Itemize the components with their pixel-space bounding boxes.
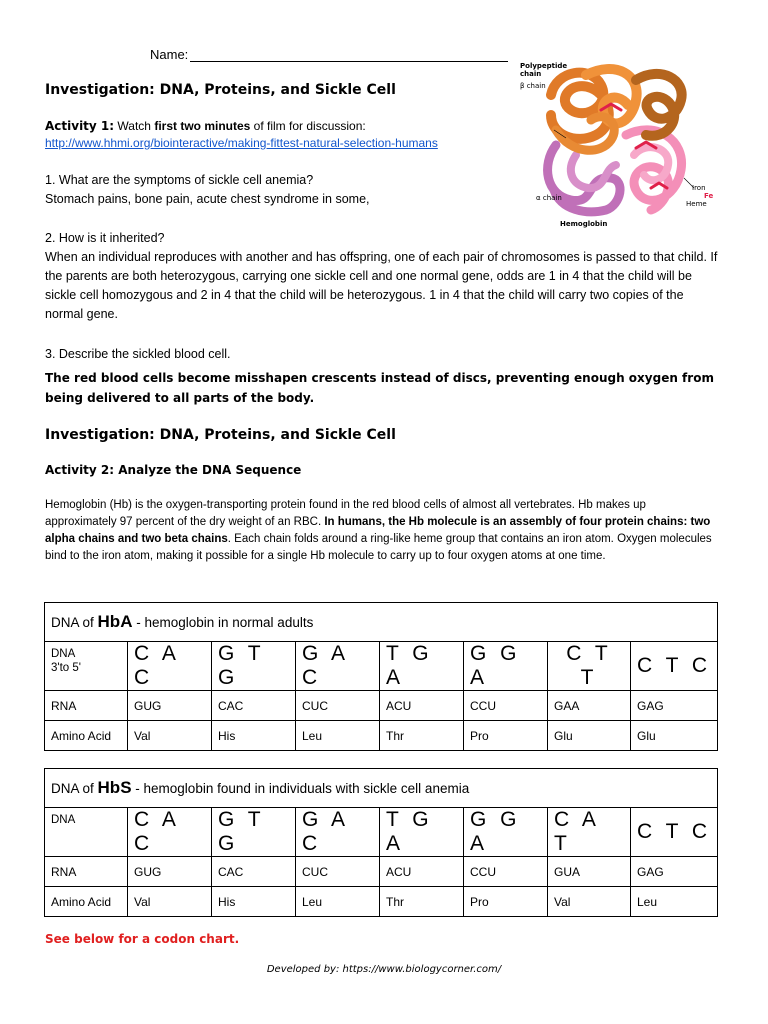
table-hbs-header (45, 769, 718, 808)
paragraph-part-1: Hemoglobin (Hb) is the oxygen-transporting protein found in the red blood cells of almost all vertebrates. Hb makes up approximately 97 percent of the dry weight of an RBC. (45, 499, 646, 528)
table-hbs-aa-cell: Leu (631, 887, 718, 917)
table-hba-head-pre: DNA of (51, 615, 98, 630)
label-alpha-chain: α chain (536, 194, 562, 202)
activity-1-label: Activity 1: (45, 119, 115, 133)
footer-credit: Developed by: https://www.biologycorner.com/ (266, 964, 502, 975)
table-hbs-rna-cell: ACU (380, 857, 464, 887)
title-investigation-2: Investigation: DNA, Proteins, and Sickle Cell (45, 427, 396, 443)
table-hbs-aa-cell: Val (548, 887, 631, 917)
table-hbs-aa-cell: Leu (296, 887, 380, 917)
table-hba-rna-cell: ACU (380, 691, 464, 721)
table-hba-aa-label: Amino Acid (45, 721, 128, 751)
table-hbs-aa-cell: His (212, 887, 296, 917)
codon-chart-note: See below for a codon chart. (45, 932, 240, 946)
table-hba-rna-cell: CUC (296, 691, 380, 721)
table-hba-head-post: - hemoglobin in normal adults (132, 615, 314, 630)
table-hba-dna-label (45, 642, 128, 691)
table-hba-dna-cell: T G A (380, 642, 464, 691)
table-hba-rna-row (45, 691, 718, 721)
table-hba-aa-cell: Val (128, 721, 212, 751)
table-hbs-aa-cell: Pro (464, 887, 548, 917)
table-hba-dna-cell: G T G (212, 642, 296, 691)
label-heme: Heme (686, 200, 707, 208)
label-iron: Iron (692, 184, 706, 192)
question-3 (45, 345, 725, 408)
question-2 (45, 229, 725, 324)
table-hbs-header-row (45, 769, 718, 808)
question-3-text: 3. Describe the sickled blood cell. (45, 347, 231, 361)
table-hba-dna-cell: C A C (128, 642, 212, 691)
dna-label: DNA (51, 648, 76, 660)
question-1 (45, 171, 505, 209)
table-hba-dna-cell: C T T (548, 642, 631, 691)
table-hbs-aa-cell: Val (128, 887, 212, 917)
table-hbs-dna-label: DNA (45, 808, 128, 857)
dna-direction: 3'to 5' (51, 662, 81, 674)
table-hbs-head-pre: DNA of (51, 781, 98, 796)
name-label: Name: (150, 47, 189, 62)
table-hba-aa-cell: Glu (548, 721, 631, 751)
table-hba-aa-row (45, 721, 718, 751)
table-hbs-aa-cell: Thr (380, 887, 464, 917)
table-hbs-rna-row (45, 857, 718, 887)
paragraph-part-2: . Each chain folds around a ring-like heme group that contains an iron atom. Oxygen molecules bind to the iron atom, making it possible for a single Hb molecule to carry up to four oxygen atoms at one time. (45, 533, 712, 562)
answer-2-text: When an individual reproduces with another and has offspring, one of each pair of chromosomes is passed to that child. If the parents are both heterozygous, carrying one sickle cell and one normal gene, odds are 1 in 4 that the child will be sickle cell homozygous and 2 in 4 that the child will be heterozygous. 1 in 4 that the child will carry two copies of the normal gene. (45, 250, 718, 321)
answer-1-text: Stomach pains, bone pain, acute chest syndrome in some, (45, 192, 370, 206)
hemoglobin-figure (516, 60, 734, 232)
label-hemoglobin: Hemoglobin (560, 220, 608, 228)
table-hba (44, 602, 718, 751)
table-hbs-aa-row (45, 887, 718, 917)
answer-3-text: The red blood cells become misshapen crescents instead of discs, preventing enough oxygen from being delivered to all parts of the body. (45, 371, 714, 405)
table-hba-header-row (45, 603, 718, 642)
table-hba-dna-cell: C T C (631, 642, 718, 691)
table-hbs-dna-cell: G A C (296, 808, 380, 857)
activity-1 (45, 119, 366, 133)
activity-1-pre: Watch (117, 119, 155, 133)
table-hba-header (45, 603, 718, 642)
title-investigation-1: Investigation: DNA, Proteins, and Sickle Cell (45, 82, 396, 98)
table-hba-rna-cell: CAC (212, 691, 296, 721)
table-hbs-dna-cell: G T G (212, 808, 296, 857)
film-link[interactable]: http://www.hhmi.org/biointeractive/making-fittest-natural-selection-humans (45, 136, 438, 150)
table-hbs-dna-cell: C A C (128, 808, 212, 857)
activity-1-bold: first two minutes (154, 119, 251, 133)
paragraph-bold: In humans, the Hb molecule is an assembly of four protein chains: two alpha chains and two beta chains (45, 516, 711, 545)
table-hbs-dna-cell: C T C (631, 808, 718, 857)
question-1-text: 1. What are the symptoms of sickle cell anemia? (45, 173, 314, 187)
table-hba-code: HbA (97, 612, 133, 631)
table-hbs-rna-cell: GAG (631, 857, 718, 887)
table-hba-rna-cell: GAG (631, 691, 718, 721)
table-hbs-rna-label: RNA (45, 857, 128, 887)
table-hbs-aa-label: Amino Acid (45, 887, 128, 917)
table-hba-rna-cell: GUG (128, 691, 212, 721)
table-hbs-rna-cell: GUG (128, 857, 212, 887)
table-hba-dna-row (45, 642, 718, 691)
table-hbs-dna-cell: C A T (548, 808, 631, 857)
table-hba-rna-label: RNA (45, 691, 128, 721)
label-beta-chain: β chain (520, 82, 546, 90)
table-hbs (44, 768, 718, 917)
table-hbs-code: HbS (97, 778, 132, 797)
table-hbs-rna-cell: GUA (548, 857, 631, 887)
name-blank[interactable] (190, 49, 508, 62)
table-hba-aa-cell: Thr (380, 721, 464, 751)
table-hbs-rna-cell: CCU (464, 857, 548, 887)
table-hba-aa-cell: Leu (296, 721, 380, 751)
hemoglobin-paragraph (45, 497, 717, 565)
table-hba-rna-cell: CCU (464, 691, 548, 721)
table-hba-rna-cell: GAA (548, 691, 631, 721)
table-hba-dna-cell: G G A (464, 642, 548, 691)
table-hbs-rna-cell: CUC (296, 857, 380, 887)
table-hba-dna-cell: G A C (296, 642, 380, 691)
label-polypeptide-chain: Polypeptide chain (520, 62, 568, 78)
name-field[interactable] (150, 47, 508, 62)
activity-1-post: of film for discussion: (250, 119, 366, 133)
table-hba-aa-cell: His (212, 721, 296, 751)
table-hbs-head-post: - hemoglobin found in individuals with sickle cell anemia (131, 781, 470, 796)
question-2-text: 2. How is it inherited? (45, 231, 165, 245)
table-hbs-dna-cell: G G A (464, 808, 548, 857)
table-hbs-dna-cell: T G A (380, 808, 464, 857)
table-hba-aa-cell: Glu (631, 721, 718, 751)
activity-2-label: Activity 2: Analyze the DNA Sequence (45, 463, 302, 477)
table-hbs-dna-row (45, 808, 718, 857)
table-hba-aa-cell: Pro (464, 721, 548, 751)
table-hbs-rna-cell: CAC (212, 857, 296, 887)
label-fe: Fe (704, 192, 714, 200)
